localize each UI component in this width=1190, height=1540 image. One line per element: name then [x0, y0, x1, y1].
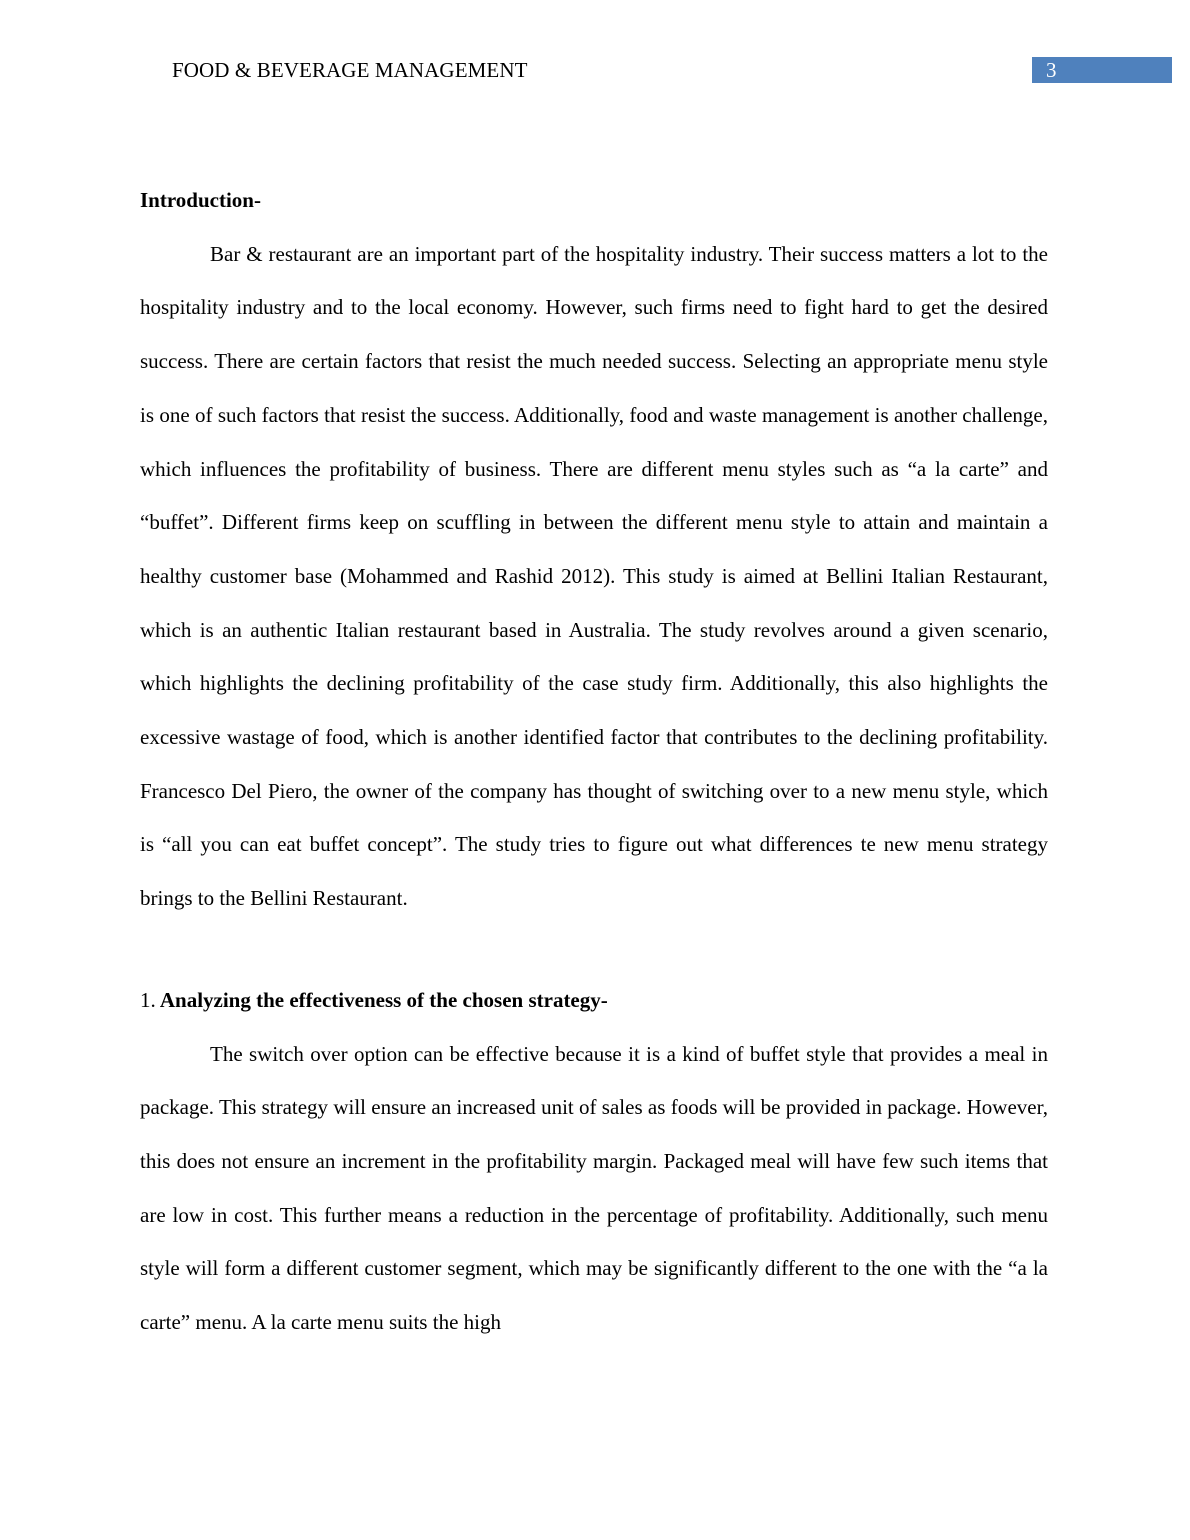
page-number: 3: [1046, 58, 1057, 82]
section-spacer: [140, 926, 1048, 974]
section-heading-text: Analyzing the effectiveness of the chosen strategy-: [159, 987, 608, 1012]
running-head-title: FOOD & BEVERAGE MANAGEMENT: [172, 58, 528, 82]
section-heading-strategy: [140, 974, 1048, 1028]
introduction-paragraph: Bar & restaurant are an important part of the hospitality industry. Their success matters a lot to the hospitality industry and to the local economy. However, such firms need to fight hard to get the desired success. There are certain factors that resist the much needed success. Selecting an appropriate menu style is one of such factors that resist the success. Additionally, food and waste management is another challenge, which influences the profitability of business. There are different menu styles such as “a la carte” and “buffet”. Different firms keep on scuffling in between the different menu style to attain and maintain a healthy customer base (Mohammed and Rashid 2012). This study is aimed at Bellini Italian Restaurant, which is an authentic Italian restaurant based in Australia. The study revolves around a given scenario, which highlights the declining profitability of the case study firm. Additionally, this also highlights the excessive wastage of food, which is another identified factor that contributes to the declining profitability. Francesco Del Piero, the owner of the company has thought of switching over to a new menu style, which is “all you can eat buffet concept”. The study tries to figure out what differences te new menu strategy brings to the Bellini Restaurant.: [140, 241, 1048, 911]
section-number: 1.: [140, 987, 156, 1012]
section-heading-introduction: Introduction-: [140, 188, 261, 212]
page-number-badge: [1032, 57, 1172, 83]
document-body: [140, 174, 1048, 1350]
strategy-paragraph: The switch over option can be effective because it is a kind of buffet style that provides a meal in package. This strategy will ensure an increased unit of sales as foods will be provided in package. However, this does not ensure an increment in the profitability margin. Packaged meal will have few such items that are low in cost. This further means a reduction in the percentage of profitability. Additionally, such menu style will form a different customer segment, which may be significantly different to the one with the “a la carte” menu. A la carte menu suits the high: [140, 1041, 1048, 1335]
